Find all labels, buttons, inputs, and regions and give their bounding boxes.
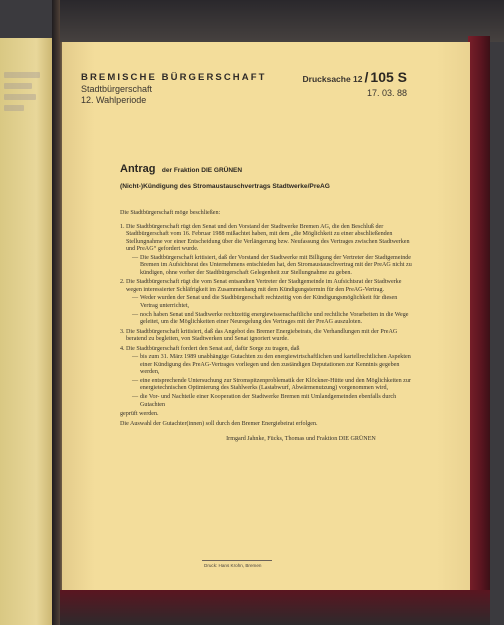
motion-by: der Fraktion DIE GRÜNEN [161,167,243,174]
previous-page-text-ghost [4,83,32,89]
item-bullet [132,394,412,409]
dash-icon: — [132,354,139,361]
motion-item [120,224,412,278]
binder-spine-right [468,36,490,596]
item-text: Die Stadtbürgerschaft fordert den Senat auf, dafür Sorge zu tragen, daß [126,345,300,352]
printer-imprint: Druck: Hans Krohn, Bremen [204,563,262,568]
motion-item [120,279,412,326]
item-bullet [132,295,412,310]
binder-bottom [60,590,490,625]
item-number: 2. [120,279,125,286]
organization-name: BREMISCHE BÜRGERSCHAFT [81,72,267,83]
item-closing: geprüft werden. [120,411,159,418]
item-content [126,279,412,326]
item-bullet [132,354,412,377]
previous-page-text-ghost [4,105,24,111]
item-content [126,224,412,278]
bullet-text: eine entsprechende Untersuchung zur Stromspitzenproblematik der Klöckner-Hütte und den Möglichkeiten zur energietechnischen Optimierung des Stahlwerks (Lastabwurf, Abwärmenutzung) vorgenommen wird, [140,377,411,392]
item-number: 4. [120,345,125,352]
motion-items [120,224,412,419]
item-content [126,329,412,344]
bullet-text: noch haben Senat und Stadtwerke rechtzeitig energiewissenschaftliche und rechtliche Vorarbeiten in die Wege geleitet, um die Möglichkeiten einer Neuregelung des Vertrages mit der PreAG auszuloten. [140,311,409,326]
motion-intro: Die Stadtbürgerschaft möge beschließen: [120,210,221,216]
signature-line: Irmgard Jahnke, Fücks, Thomas und Fraktion DIE GRÜNEN [226,436,376,443]
item-bullet [132,255,412,278]
drucksache-number: 105 S [370,69,407,85]
motion-item [120,346,412,409]
bullet-text: Weder wurden der Senat und die Stadtbürgerschaft rechtzeitig von der Kündigungsmöglichkeit für diesen Vertrag unterrichtet, [140,295,398,310]
drucksache-separator: / [364,69,369,85]
item-number: 3. [120,328,125,335]
dash-icon: — [132,311,139,318]
dash-icon: — [132,295,139,302]
header-left [81,72,267,105]
motion-item [120,329,412,344]
previous-page-text-ghost [4,72,40,78]
previous-page-text-ghost [4,94,36,100]
drucksache-line [303,69,408,87]
dash-icon: — [132,377,139,384]
item-bullet [132,378,412,393]
bullet-text: bis zum 31. März 1989 unabhängige Gutachten zu den energiewirtschaftlichen und kartellrechtlichen Aspekten einer Kündigung des PreAG-Vertrages vorliegen und den zuständigen Deputationen zur Kenntnis gegeben werden, [140,354,411,376]
header-right [303,69,408,98]
dash-icon: — [132,394,139,401]
item-content [126,346,412,409]
drucksache-label: Drucksache 12 [302,74,363,84]
motion-subject: (Nicht-)Kündigung des Stromaustauschvertrags Stadtwerke/PreAG [120,183,330,190]
bullet-text: die Vor- und Nachteile einer Kooperation der Stadtwerke Bremen mit Umlandgemeinden ebenfalls durch Gutachten [140,394,397,408]
document-page [62,42,470,590]
motion-title: Antrag [120,163,156,175]
footer-rule [202,560,272,561]
previous-page-edge [0,38,52,625]
bullet-text: Die Stadtbürgerschaft kritisiert, daß der Vorstand der Stadtwerke mit Billigung der Vertreter der Stadtgemeinde Bremen im Aufsichtsrat des Unternehmens entschieden hat, den Stromaustauschvertrag mit der PreAG nicht zu kündigen, ohne vorher der Stadtbürgerschaft Gelegenheit zur Stellungnahme zu geben. [140,254,412,276]
final-paragraph: Die Auswahl der Gutachter(innen) soll durch den Bremer Energiebeirat erfolgen. [120,420,318,427]
binder-top [60,0,504,42]
item-text: Die Stadtbürgerschaft rügt den Senat und den Vorstand der Stadtwerke Bremen AG, die den Beschluß der Stadtbürgerschaft vom 16. Februar 1988 mißachtet haben, mit dem „die Möglichkeit zu einer abschließenden Stellungnahme vor einer Entscheidung über die Verlängerung bzw. Neufassung des Vertrages zwischen Stadtwerken und PreAG“ gefordert wurde. [126,223,410,253]
item-bullet [132,312,412,327]
item-text: Die Stadtbürgerschaft kritisiert, daß das Angebot des Bremer Energiebeirats, die Verhandlungen mit der PreAG beratend zu begleiten, von Stadtwerken und Senat ignoriert wurde. [126,328,398,343]
legislative-period: 12. Wahlperiode [81,95,147,105]
chamber-name: Stadtbürgerschaft [81,84,153,94]
item-text: Die Stadtbürgerschaft rügt die vom Senat entsandten Vertreter der Stadtgemeinde im Aufsichtsrat der Stadtwerke wegen interessierter Schläfrigkeit im Zusammenhang mit dem Kündigungstermin für den PreAG-Vertrag. [126,279,402,293]
dash-icon: — [132,254,139,261]
item-number: 1. [120,223,125,230]
document-date: 17. 03. 88 [366,88,407,98]
motion-body [120,210,412,444]
motion-heading [120,159,242,177]
